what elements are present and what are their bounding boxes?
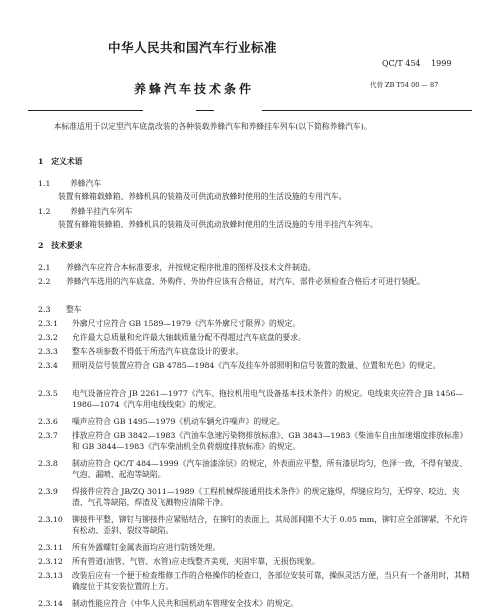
section-heading: 1 定义术语: [38, 157, 83, 166]
clause-body: 噪声应符合 GB 1495—1979《机动车辆允许噪声》的规定。: [72, 417, 285, 426]
clause-number: 2.3.4: [38, 361, 58, 370]
clause-number: 2.3.12: [38, 557, 63, 566]
clause-body: 装置有蜂箱载蜂箱、养蜂机具的装箱及可供流动放蜂时使用的生活设施的专用汽车。: [58, 192, 347, 201]
section-heading: 2 技术要求: [38, 241, 83, 250]
clause-number: 2.3.14: [38, 599, 63, 608]
clause-body: 制动性能应符合《中华人民共和国机动车管理安全技术》的规定。: [72, 599, 299, 608]
clause-number: 2.3.7: [38, 431, 58, 440]
clause-number: 2.3.10: [38, 515, 63, 524]
clause-number: 2.3.5: [38, 389, 58, 398]
clause-body: 焊接件应符合 JB/ZQ 3011—1989《工程机械焊接通用技术条件》的规定施焊，焊缝应均匀，无焊穿、咬边、夹渣、气孔等缺陷，焊渣及飞溅物应清除干净。: [72, 487, 460, 507]
clause-body: 所有外露螺钉金属表面均应进行防锈处理。: [72, 543, 221, 552]
header-rule: [262, 110, 472, 111]
clause-number: 2.3.2: [38, 333, 58, 342]
clause-number: 2.3.9: [38, 487, 58, 496]
intro-paragraph: 本标准适用于以定型汽车底盘改装的各种装载养蜂汽车和养蜂挂车列车(以下简称养蜂汽车)。: [53, 122, 372, 131]
clause-body: 照明及信号装置应符合 GB 4785—1984《汽车及挂车外部照明和信号装置的数量、位置和光色》的规定。: [72, 361, 441, 370]
standard-title: 中华人民共和国汽车行业标准: [108, 40, 278, 55]
clause-number: 2.3.11: [38, 543, 63, 552]
clause-body: 铆接件平整，铆钉与铆接件应紧贴结合，在铆钉的表面上，其局部间隙不大于 0.05 mm，铆钉应全部铆紧，不允许有松动、歪斜、裂纹等缺陷。: [72, 515, 468, 535]
clause-number: 2.3: [38, 305, 51, 314]
clause-body: 允许最大总质量和允许最大轴载质量分配不得超过汽车底盘的要求。: [72, 333, 306, 342]
clause-number: 1.1: [38, 179, 51, 188]
clause-body: 外廓尺寸应符合 GB 1589—1979《汽车外廓尺寸限界》的规定。: [72, 319, 301, 328]
clause-number: 2.3.3: [38, 347, 58, 356]
clause-body: 装置有蜂箱装蜂箱、养蜂机具的装箱及可供流动放蜂时使用的生活设施的专用半挂汽车列车。: [58, 220, 378, 229]
clause-body: 整车各项参数不得低于所选汽车底盘设计的要求。: [72, 347, 244, 356]
header-rule: [28, 110, 143, 111]
clause-number: 2.1: [38, 263, 51, 272]
clause-number: 2.3.8: [38, 459, 58, 468]
clause-body: 养蜂汽车应符合本标准要求，并按规定程序批准的图样及技术文件制造。: [66, 263, 316, 272]
clause-number: 2.2: [38, 277, 51, 286]
clause-body: 改装后应有一个便于检查维修工作的合格操作的检查口，各部位安装可靠，操纵灵活方便，当只有一个备用时，其精确度位于其安装位置的上方。: [72, 571, 470, 591]
replaces-note: 代替 ZB T54 00 — 87: [370, 81, 439, 89]
clause-body: 整车: [66, 305, 82, 314]
clause-body: 制动应符合 QC/T 484—1999《汽车油漆涂层》的规定，外表面应平整，所有漆层均匀，色泽一致，不得有皱皮、气泡、漏喷、起泡等缺陷。: [72, 459, 468, 479]
document-title: 养蜂汽车技术条件: [134, 82, 255, 96]
clause-body: 排放应符合 GB 3842—1983《汽油车急速污染物排放标准》、GB 3843—1983《柴油车自由加速烟度排放标准》和 GB 3844—1983《汽车柴油机全负荷烟度排放标准》的规定。: [72, 431, 468, 451]
clause-body: 养蜂汽车选用的汽车底盘、外购件、外协件应该有合格证，对汽车、部件必须检查合格后才可进行装配。: [66, 277, 425, 286]
clause-number: 1.2: [38, 207, 51, 216]
clause-title: 养蜂半挂汽车列车: [70, 207, 133, 216]
clause-title: 养蜂汽车: [70, 179, 102, 188]
clause-body: 电气设备应符合 JB 2261—1977《汽车、拖拉机用电气设备基本技术条件》的规定。电线束夹应符合 JB 1456—1986—1074《汽车用电线线束》的规定。: [72, 389, 464, 409]
standard-code: QC/T 454 1999: [382, 59, 452, 68]
clause-number: 2.3.1: [38, 319, 58, 328]
clause-number: 2.3.13: [38, 571, 63, 580]
clause-body: 所有管道(油管、气管、水管)应走线整齐美观，夹固牢靠，无损伤现象。: [72, 557, 320, 566]
clause-number: 2.3.6: [38, 417, 58, 426]
header-rule: [196, 110, 214, 111]
